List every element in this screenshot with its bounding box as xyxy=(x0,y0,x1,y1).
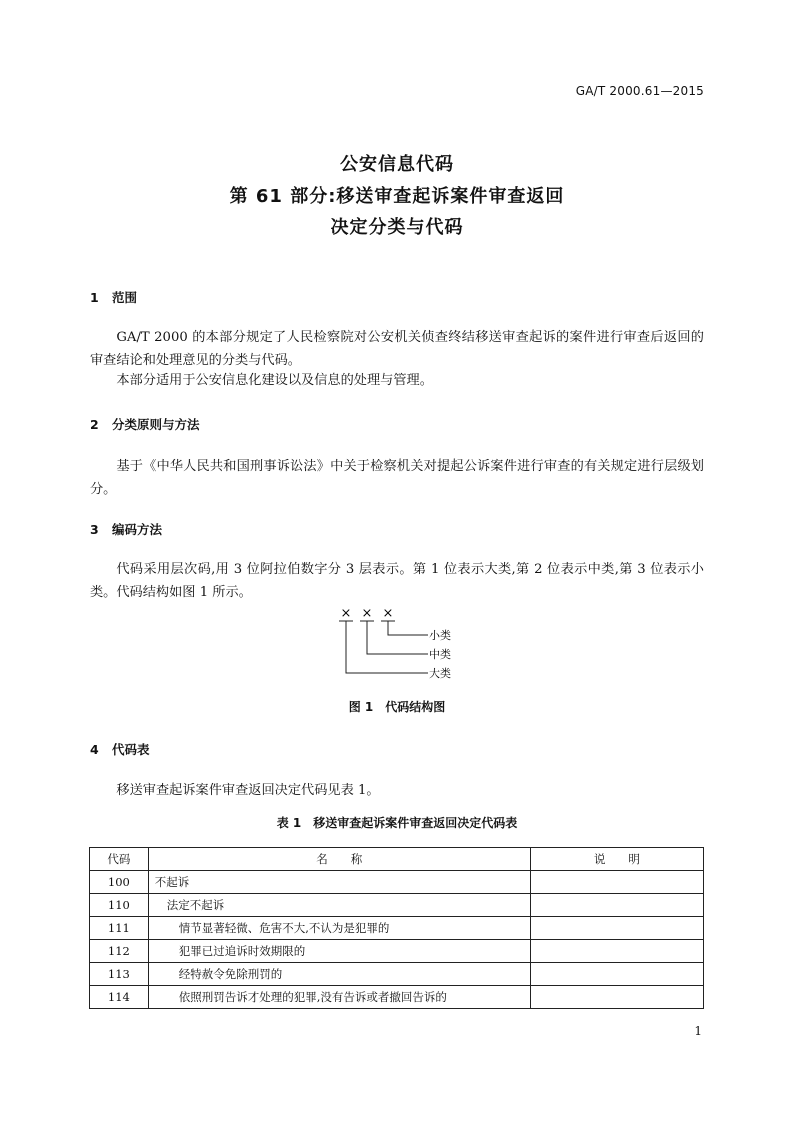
section-title: 范围 xyxy=(112,290,138,305)
document-title-line-1: 公安信息代码 xyxy=(340,154,454,175)
figure-label-minor: 小类 xyxy=(429,629,451,642)
code-cell: 111 xyxy=(90,917,149,940)
section-title: 代码表 xyxy=(112,742,150,757)
figure-label-major: 大类 xyxy=(429,667,451,680)
note-cell xyxy=(530,963,703,986)
section-1-heading xyxy=(90,288,137,306)
section-3-heading xyxy=(90,520,162,538)
page-number: 1 xyxy=(694,1024,702,1038)
table-row xyxy=(90,871,704,894)
name-cell: 不起诉 xyxy=(148,871,530,894)
table-row xyxy=(90,963,704,986)
section-title: 分类原则与方法 xyxy=(112,417,200,432)
section-number: 4 xyxy=(90,742,99,757)
name-cell: 经特赦令免除刑罚的 xyxy=(148,963,530,986)
table-header-row xyxy=(90,848,704,871)
figure-label-middle: 中类 xyxy=(429,648,451,661)
section-title: 编码方法 xyxy=(112,522,163,537)
section-1-paragraph-1: GA/T 2000 的本部分规定了人民检察院对公安机关侦查终结移送审查起诉的案件进行审查后返回的审查结论和处理意见的分类与代码。 xyxy=(90,330,704,368)
name-cell: 依照刑罚告诉才处理的犯罪,没有告诉或者撤回告诉的 xyxy=(148,986,530,1009)
section-4-heading xyxy=(90,740,150,758)
code-table xyxy=(89,847,704,1009)
column-header-name: 名 称 xyxy=(148,848,530,871)
section-2-heading xyxy=(90,415,200,433)
section-number: 1 xyxy=(90,290,99,305)
table-row xyxy=(90,917,704,940)
code-cell: 110 xyxy=(90,894,149,917)
column-header-note: 说 明 xyxy=(530,848,703,871)
figure-symbol-1: × xyxy=(340,606,352,621)
table-row xyxy=(90,940,704,963)
name-cell: 犯罪已过追诉时效期限的 xyxy=(148,940,530,963)
note-cell xyxy=(530,986,703,1009)
name-cell: 法定不起诉 xyxy=(148,894,530,917)
code-cell: 100 xyxy=(90,871,149,894)
table-row xyxy=(90,986,704,1009)
figure-caption: 图 1 代码结构图 xyxy=(348,700,446,714)
column-header-code: 代码 xyxy=(90,848,149,871)
document-title-line-3: 决定分类与代码 xyxy=(330,217,464,238)
section-number: 2 xyxy=(90,417,99,432)
section-number: 3 xyxy=(90,522,99,537)
table-caption: 表 1 移送审查起诉案件审查返回决定代码表 xyxy=(276,816,518,830)
section-2-paragraph-1: 基于《中华人民共和国刑事诉讼法》中关于检察机关对提起公诉案件进行审查的有关规定进行层级划分。 xyxy=(90,459,704,497)
note-cell xyxy=(530,917,703,940)
note-cell xyxy=(530,871,703,894)
code-structure-diagram xyxy=(330,604,470,688)
name-cell: 情节显著轻微、危害不大,不认为是犯罪的 xyxy=(148,917,530,940)
note-cell xyxy=(530,940,703,963)
note-cell xyxy=(530,894,703,917)
code-cell: 113 xyxy=(90,963,149,986)
figure-symbol-2: × xyxy=(361,606,373,621)
code-cell: 112 xyxy=(90,940,149,963)
code-cell: 114 xyxy=(90,986,149,1009)
section-4-paragraph-1: 移送审查起诉案件审查返回决定代码见表 1。 xyxy=(116,783,380,798)
standard-code: GA/T 2000.61—2015 xyxy=(575,84,704,98)
table-row xyxy=(90,894,704,917)
figure-symbol-3: × xyxy=(382,606,394,621)
section-1-paragraph-2: 本部分适用于公安信息化建设以及信息的处理与管理。 xyxy=(116,373,433,388)
figure-connector-lines xyxy=(339,621,428,673)
section-3-paragraph-1: 代码采用层次码,用 3 位阿拉伯数字分 3 层表示。第 1 位表示大类,第 2 位表示中类,第 3 位表示小类。代码结构如图 1 所示。 xyxy=(90,562,704,600)
document-title-line-2: 第 61 部分:移送审查起诉案件审查返回 xyxy=(229,186,565,207)
